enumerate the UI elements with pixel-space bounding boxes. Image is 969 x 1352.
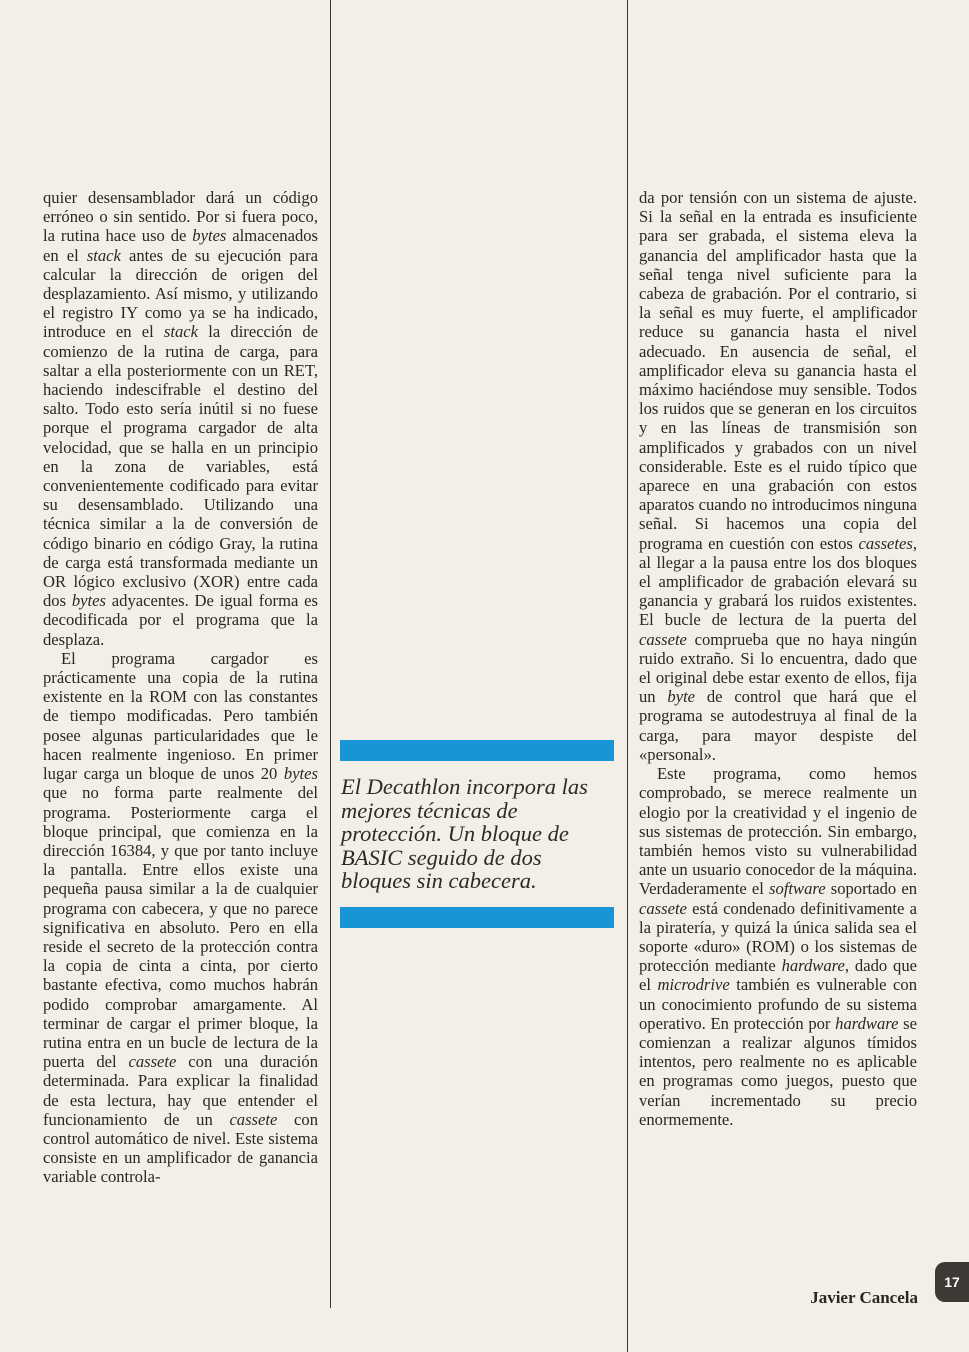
pull-quote-bar-top: [340, 740, 614, 761]
pull-quote-bar-bottom: [340, 907, 614, 928]
page-number: 17: [935, 1262, 969, 1302]
left-column: [43, 188, 318, 1187]
pull-quote: El Decathlon incorpora las mejores técnicas de protección. Un bloque de BASIC seguido de dos bloques sin cabecera.: [341, 774, 588, 893]
right-column-paragraph: Este programa, como hemos comprobado, se merece realmente un elogio por la creatividad y el ingenio de sus sistemas de protección. Sin embargo, también hemos visto su vulnerabilidad ante un usuario conocedor de la máquina. Verdaderamente el software soportado en cassete está condenado definitivamente a la piratería, y quizá la única salida sea el soporte «duro» (ROM) o los sistemas de protección mediante hardware, dado que el microdrive también es vulnerable con un conocimiento profundo de su sistema operativo. En protección por hardware se comienzan a realizar algunos tímidos intentos, pero realmente no es aplicable en programas como juegos, puesto que verían incrementado su precio enormemente.: [639, 764, 918, 1129]
left-column-paragraph: El programa cargador es prácticamente una copia de la rutina existente en la ROM con las constantes de tiempo modificadas. Pero también posee algunas particularidades que le hacen realmente ingenioso. En primer lugar carga un bloque de unos 20 bytes que no forma parte realmente del programa. Posteriormente carga el bloque principal, que comienza en la dirección 16384, y que por tanto incluye la pantalla. Entre ellos existe una pequeña pausa similar a la de cualquier programa con cabecera, y que no parece significativa en absoluto. Pero en ella reside el secreto de la protección contra la copia de cinta a cinta, por cierto bastante efectiva, como muchos habrán podido comprobar amargamente. Al terminar de cargar el primer bloque, la rutina entra en un bucle de lectura de la puerta del cassete con una duración determinada. Para explicar la finalidad de esta lectura, hay que entender el funcionamiento de un cassete con control automático de nivel. Este sistema consiste en un amplificador de ganancia variable controla-: [43, 648, 318, 1187]
right-column-paragraph: da por tensión con un sistema de ajuste. Si la señal en la entrada es insuficiente para ser grabada, el sistema eleva la ganancia del amplificador hasta que la señal tenga nivel suficiente para la cabeza de grabación. Por el contrario, si la señal es muy fuerte, el amplificador reduce su ganancia hasta el nivel adecuado. En ausencia de señal, el amplificador eleva su ganancia hasta el máximo haciéndose muy sensible. Todos los ruidos que se generan en los circuitos y en las líneas de transmisión son amplificados y grabados con un nivel considerable. Este es el ruido típico que aparece en una grabación con estos aparatos cuando no introducimos ninguna señal. Si hacemos una copia del programa en cuestión con estos cassetes, al llegar a la pausa entre los dos bloques el amplificador de grabación elevará su ganancia y grabará los ruidos existentes. El bucle de lectura de la puerta del cassete comprueba que no haya ningún ruido extraño. Si lo encuentra, dado que el original debe estar exento de ellos, fija un byte de control que hará que el programa se autodestruya al final de la carga, para mayor despiste del «personal».: [639, 188, 917, 764]
author-name: Javier Cancela: [810, 1288, 918, 1307]
column-rule-right: [627, 0, 628, 1352]
right-column: [639, 188, 917, 1129]
column-rule-left: [330, 0, 331, 1308]
left-column-paragraph: quier desensamblador dará un código erróneo o sin sentido. Por si fuera poco, la rutina hace uso de bytes almacenados en el stack antes de su ejecución para calcular la dirección de origen del desplazamiento. Así mismo, y utilizando el registro IY como ya se ha indicado, introduce en el stack la dirección de comienzo de la rutina de carga, para saltar a ella posteriormente con un RET, haciendo indescifrable el destino del salto. Todo esto sería inútil si no fuese porque el programa cargador de alta velocidad, que se halla en un principio en la zona de variables, está convenientemente codificado para evitar su desensamblado. Utilizando una técnica similar a la de conversión de código binario en código Gray, la rutina de carga está transformada mediante un OR lógico exclusivo (XOR) entre cada dos bytes adyacentes. De igual forma es decodificada por el programa que la desplaza.: [43, 188, 318, 649]
